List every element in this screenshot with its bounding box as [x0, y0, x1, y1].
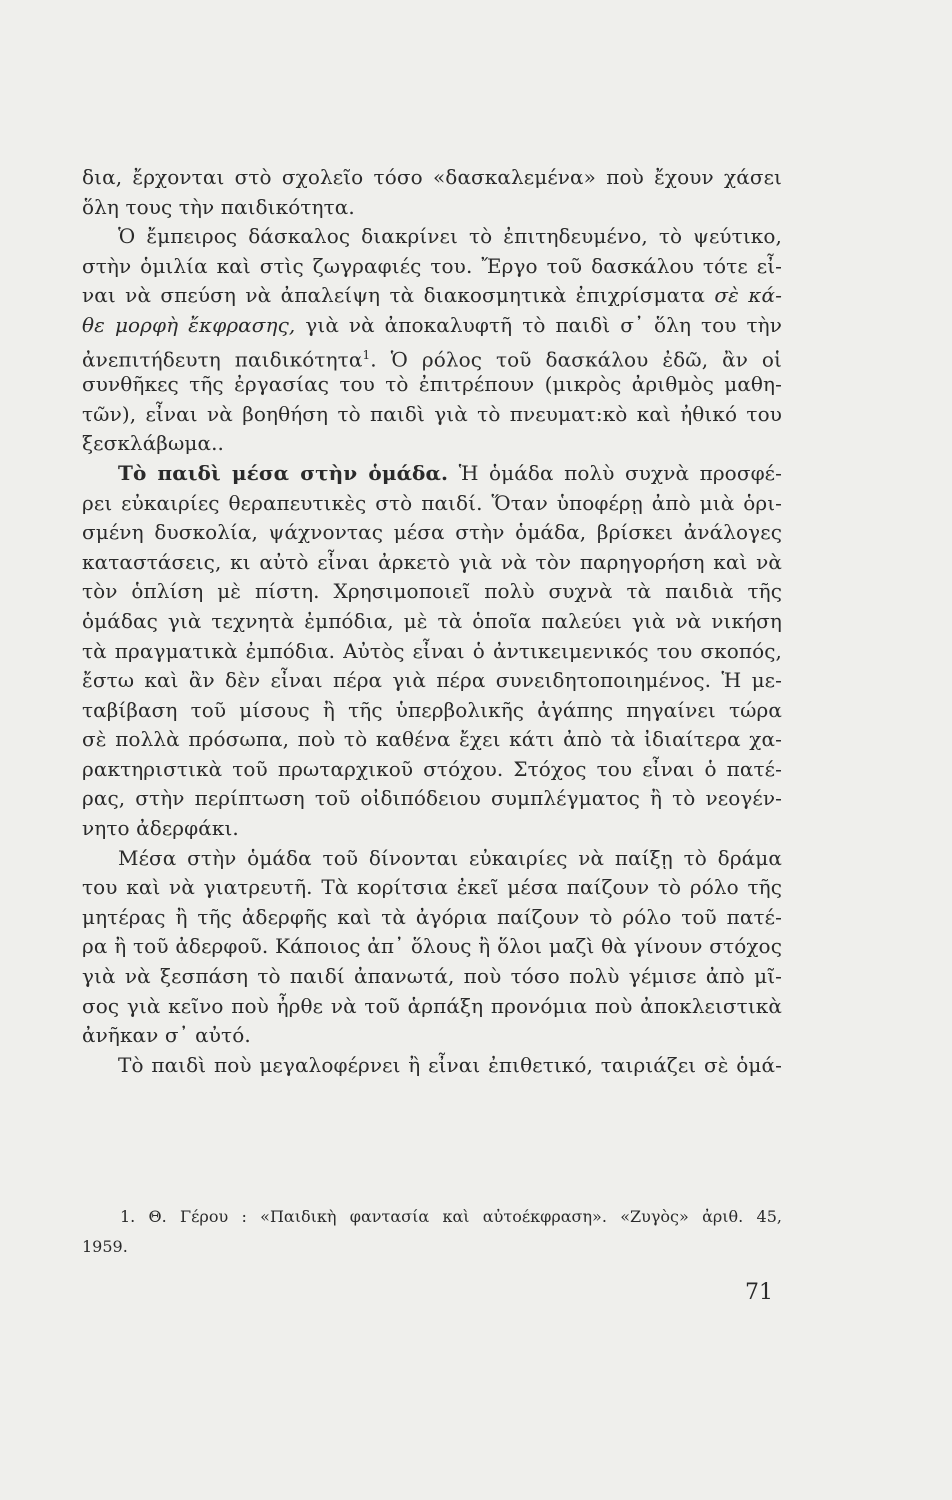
text-line: σὲ πολλὰ πρόσωπα, ποὺ τὸ καθένα ἔχει κάτι ἀπὸ τὰ ἰδιαίτερα χα- — [82, 727, 782, 752]
footnote-line: 1959. — [82, 1237, 128, 1256]
text-line: ρα ἢ τοῦ ἀδερφοῦ. Κάποιος ἀπ᾽ ὅλους ἢ ὅλοι μαζὶ θὰ γίνουν στόχος — [82, 934, 782, 959]
text-segment: γιὰ νὰ ἀποκαλυφτῆ τὸ παιδὶ σ᾽ ὅλη του τὴν — [305, 312, 782, 337]
text-line: μητέρας ἢ τῆς ἀδερφῆς καὶ τὰ ἀγόρια παίζουν τὸ ρόλο τοῦ πατέ- — [82, 904, 782, 929]
text-line: γιὰ νὰ ξεσπάση τὸ παιδί ἀπανωτά, ποὺ τόσο πολὺ γέμισε ἀπὸ μῖ- — [82, 964, 782, 989]
text-line: νητο ἀδερφάκι. — [82, 816, 239, 841]
italic-phrase: μορφὴ ἔκφρασης, — [114, 312, 296, 337]
text-line — [82, 311, 782, 341]
text-line: ὅλη τους τὴν παιδικότητα. — [82, 194, 355, 219]
footnote-line: 1. Θ. Γέρου : «Παιδικὴ φαντασία καὶ αὐτοέκφραση». «Ζυγὸς» ἀριθ. 45, — [120, 1207, 782, 1226]
text-line: ταβίβαση τοῦ μίσους ἢ τῆς ὑπερβολικῆς ἀγάπης πηγαίνει τώρα — [82, 697, 782, 722]
text-line: ὁμάδας γιὰ τεχνητὰ ἐμπόδια, μὲ τὰ ὁποῖα παλεύει γιὰ νὰ νικήση — [82, 608, 782, 633]
text-line: του καὶ νὰ γιατρευτῆ. Τὰ κορίτσια ἐκεῖ μέσα παίζουν τὸ ρόλο τῆς — [82, 875, 782, 900]
text-line: δια, ἔρχονται στὸ σχολεῖο τόσο «δασκαλεμένα» ποὺ ἔχουν χάσει — [82, 165, 782, 189]
text-line: ἀνῆκαν σ᾽ αὐτό. — [82, 1023, 251, 1048]
text-line: ξεσκλάβωμα.. — [82, 431, 225, 456]
text-line — [82, 281, 782, 311]
footnote-marker: 1 — [362, 347, 371, 362]
text-segment: ἀνεπιτήδευτη παιδικότητα — [82, 347, 363, 372]
text-segment: Ὁ ρόλος τοῦ δασκάλου ἐδῶ, ἂν οἱ — [390, 347, 782, 372]
italic-phrase: σὲ κά- — [714, 283, 782, 308]
text-line: Τὸ παιδὶ ποὺ μεγαλοφέρνει ἢ εἶναι ἐπιθετικό, ταιριάζει σὲ ὁμά- — [118, 1052, 782, 1077]
text-line: σος γιὰ κεῖνο ποὺ ἦρθε νὰ τοῦ ἁρπάξη προνόμια ποὺ ἀποκλειστικὰ — [82, 993, 782, 1018]
text-line: τῶν), εἶναι νὰ βοηθήση τὸ παιδὶ γιὰ τὸ πνευματ:κὸ καὶ ἠθικό του — [82, 401, 782, 426]
text-line: ρας, στὴν περίπτωση τοῦ οἰδιπόδειου συμπλέγματος ἢ τὸ νεογέν- — [82, 786, 782, 811]
page-number: 71 — [745, 1280, 773, 1305]
text-line: ρακτηριστικὰ τοῦ πρωταρχικοῦ στόχου. Στόχος του εἶναι ὁ πατέ- — [82, 756, 782, 781]
text-line: ἀνεπιτήδευτη παιδικότητα$^1$. Ὁ ρόλος τοῦ δασκάλου ἐδῶ, ἂν οἱ — [82, 347, 782, 372]
text-line — [82, 459, 782, 489]
body-text — [82, 163, 782, 1080]
text-segment: Ἡ ὁμάδα πολὺ συχνὰ προσφέ- — [458, 460, 782, 485]
text-line: Μέσα στὴν ὁμάδα τοῦ δίνονται εὐκαιρίες νὰ παίξῃ τὸ δράμα — [118, 845, 782, 870]
italic-phrase: θε — [82, 312, 105, 337]
text-segment: ναι νὰ σπεύση νὰ ἀπαλείψη τὰ διακοσμητικὰ ἐπιχρίσματα — [82, 283, 705, 308]
text-line: συνθῆκες τῆς ἐργασίας του τὸ ἐπιτρέπουν (μικρὸς ἀριθμὸς μαθη- — [82, 372, 782, 397]
text-line: τὰ πραγματικὰ ἐμπόδια. Αὐτὸς εἶναι ὁ ἀντικειμενικός του σκοπός, — [82, 638, 782, 663]
text-line: στὴν ὁμιλία καὶ στὶς ζωγραφιές του. Ἔργο τοῦ δασκάλου τότε εἶ- — [82, 253, 782, 278]
text-line: σμένη δυσκολία, ψάχνοντας μέσα στὴν ὁμάδα, βρίσκει ἀνάλογες — [82, 520, 782, 545]
text-line: ἔστω καὶ ἂν δὲν εἶναι πέρα γιὰ πέρα συνειδητοποιημένος. Ἡ με- — [82, 668, 782, 693]
text-line: τὸν ὁπλίση μὲ πίστη. Χρησιμοποιεῖ πολὺ συχνὰ τὰ παιδιὰ τῆς — [82, 579, 782, 604]
text-line: ρει εὐκαιρίες θεραπευτικὲς στὸ παιδί. Ὅταν ὑποφέρῃ ἀπὸ μιὰ ὁρι- — [82, 490, 782, 515]
text-line: Ὁ ἔμπειρος δάσκαλος διακρίνει τὸ ἐπιτηδευμένο, τὸ ψεύτικο, — [118, 224, 782, 249]
text-line: καταστάσεις, κι αὐτὸ εἶναι ἀρκετὸ γιὰ νὰ τὸν παρηγορήση καὶ νὰ — [82, 549, 782, 574]
footnote — [82, 1202, 782, 1262]
section-heading: Τὸ παιδὶ μέσα στὴν ὁμάδα. — [118, 460, 449, 485]
